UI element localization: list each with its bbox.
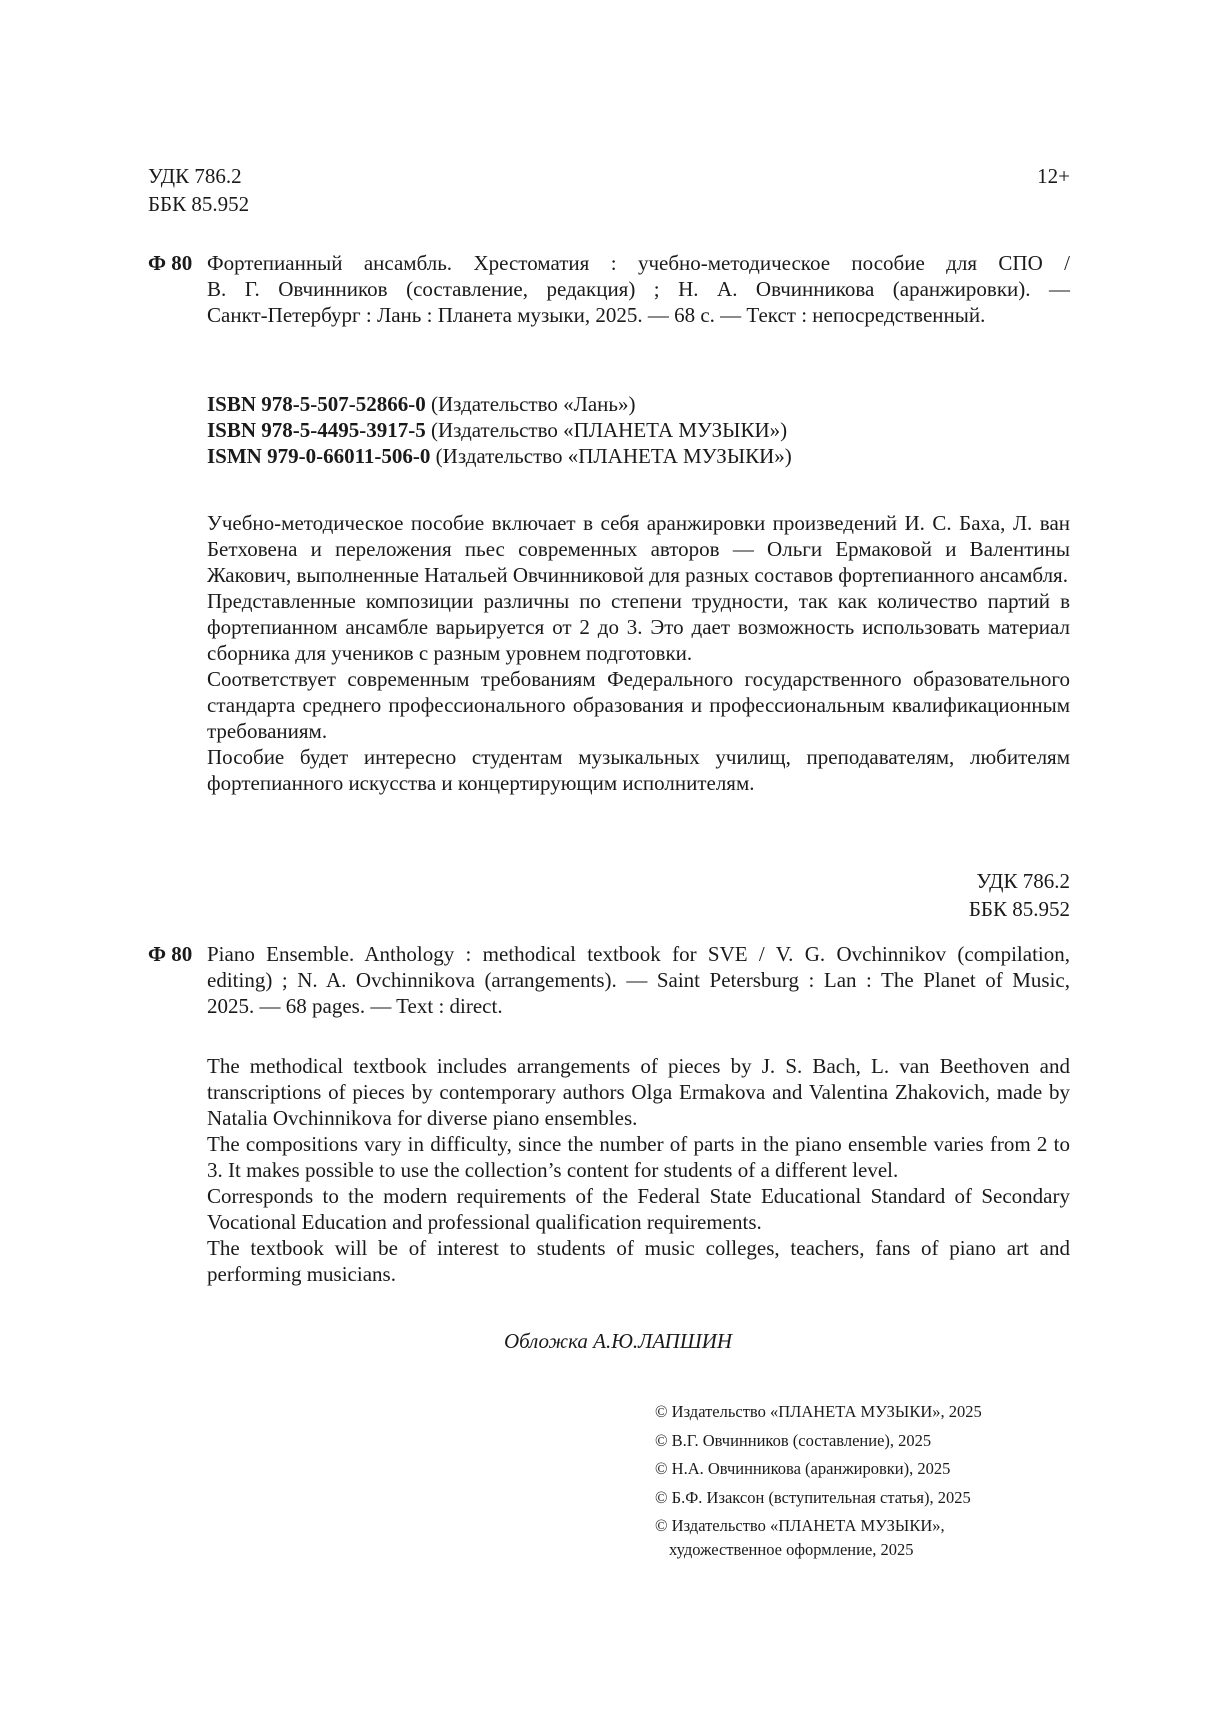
annotation-ru <box>207 510 1070 796</box>
annotation-paragraph: Представленные композиции различны по степени трудности, так как количество партий в фортепианном ансамбле варьируется от 2 до 3. Это дает возможность использовать материал сборника для учеников с разным уровнем подготовки. <box>207 589 1070 665</box>
udk-code-en: УДК 786.2 <box>976 869 1070 893</box>
author-mark-en: Ф 80 <box>148 942 193 966</box>
bib-line: Фортепианный ансамбль. Хрестоматия : учебно-методическое пособие для СПО / <box>207 251 1070 275</box>
annotation-paragraph: Соответствует современным требованиям Федерального государственного образовательного стандарта среднего профессионального образования и профессиональным квалификационным требованиям. <box>207 667 1070 743</box>
annotation-en <box>207 1053 1070 1287</box>
annotation-paragraph: The methodical textbook includes arrangements of pieces by J. S. Bach, L. van Beethoven and transcriptions of pieces by contemporary authors Olga Ermakova and Valentina Zhakovich, made by Natalia Ovchinnikova for diverse piano ensembles. <box>207 1054 1070 1130</box>
isbn-publisher: (Издательство «Лань») <box>425 392 636 416</box>
bib-line: В. Г. Овчинников (составление, редакция) ; Н. А. Овчинникова (аранжировки). — <box>207 277 1070 301</box>
cover-credit: Обложка А.Ю.ЛАПШИН <box>503 1329 733 1353</box>
isbn-block <box>207 391 1070 469</box>
ismn-line <box>207 443 1070 469</box>
copyright-line: © Б.Ф. Изаксон (вступительная статья), 2025 <box>655 1487 971 1507</box>
isbn-line <box>207 391 1070 417</box>
bib-record-ru <box>207 250 1070 328</box>
annotation-paragraph: The textbook will be of interest to students of music colleges, teachers, fans of piano art and performing musicians. <box>207 1236 1070 1286</box>
age-rating: 12+ <box>1037 164 1070 188</box>
isbn-publisher: (Издательство «ПЛАНЕТА МУЗЫКИ») <box>425 418 788 442</box>
copyright-line: © Издательство «ПЛАНЕТА МУЗЫКИ», 2025 <box>655 1402 982 1421</box>
bib-line: editing) ; N. A. Ovchinnikova (arrangements). — Saint Petersburg : Lan : The Planet of Music, <box>207 968 1070 992</box>
copyright-line: © Издательство «ПЛАНЕТА МУЗЫКИ», <box>655 1516 945 1535</box>
bib-line: 2025. — 68 pages. — Text : direct. <box>207 994 503 1018</box>
udk-code: УДК 786.2 <box>148 164 242 188</box>
copyright-block <box>655 1398 1075 1562</box>
copyright-line: © Н.А. Овчинникова (аранжировки), 2025 <box>655 1459 951 1478</box>
ismn-number: ISMN 979-0-66011-506-0 <box>207 444 431 468</box>
author-mark-ru: Ф 80 <box>148 251 193 275</box>
isbn-line <box>207 417 1070 443</box>
annotation-paragraph: Учебно-методическое пособие включает в себя аранжировки произведений И. С. Баха, Л. ван Бетховена и переложения пьес современных авторов — Ольги Ермаковой и Валентины Жакович, выполненные Натальей Овчинниковой для разных составов фортепианного ансамбля. <box>207 511 1070 587</box>
isbn-number: ISBN 978-5-507-52866-0 <box>207 392 426 416</box>
annotation-paragraph: Corresponds to the modern requirements of the Federal State Educational Standard of Secondary Vocational Education and professional qualification requirements. <box>207 1184 1070 1234</box>
bbk-code: ББК 85.952 <box>148 192 250 216</box>
copyright-line: © В.Г. Овчинников (составление), 2025 <box>655 1430 932 1450</box>
isbn-number: ISBN 978-5-4495-3917-5 <box>207 418 426 442</box>
isbn-publisher: (Издательство «ПЛАНЕТА МУЗЫКИ») <box>430 444 792 468</box>
bbk-code-en: ББК 85.952 <box>968 897 1070 921</box>
bib-line: Piano Ensemble. Anthology : methodical textbook for SVE / V. G. Ovchinnikov (compilation, <box>207 942 1070 966</box>
bib-line: Санкт-Петербург : Лань : Планета музыки, 2025. — 68 с. — Текст : непосредственный. <box>207 303 986 327</box>
bib-record-en <box>207 941 1070 1019</box>
annotation-paragraph: Пособие будет интересно студентам музыкальных училищ, преподавателям, любителям фортепианного искусства и концертирующим исполнителям. <box>207 745 1070 795</box>
annotation-paragraph: The compositions vary in difficulty, since the number of parts in the piano ensemble varies from 2 to 3. It makes possible to use the collection’s content for students of a different level. <box>207 1132 1070 1182</box>
copyright-line: художественное оформление, 2025 <box>669 1540 914 1559</box>
